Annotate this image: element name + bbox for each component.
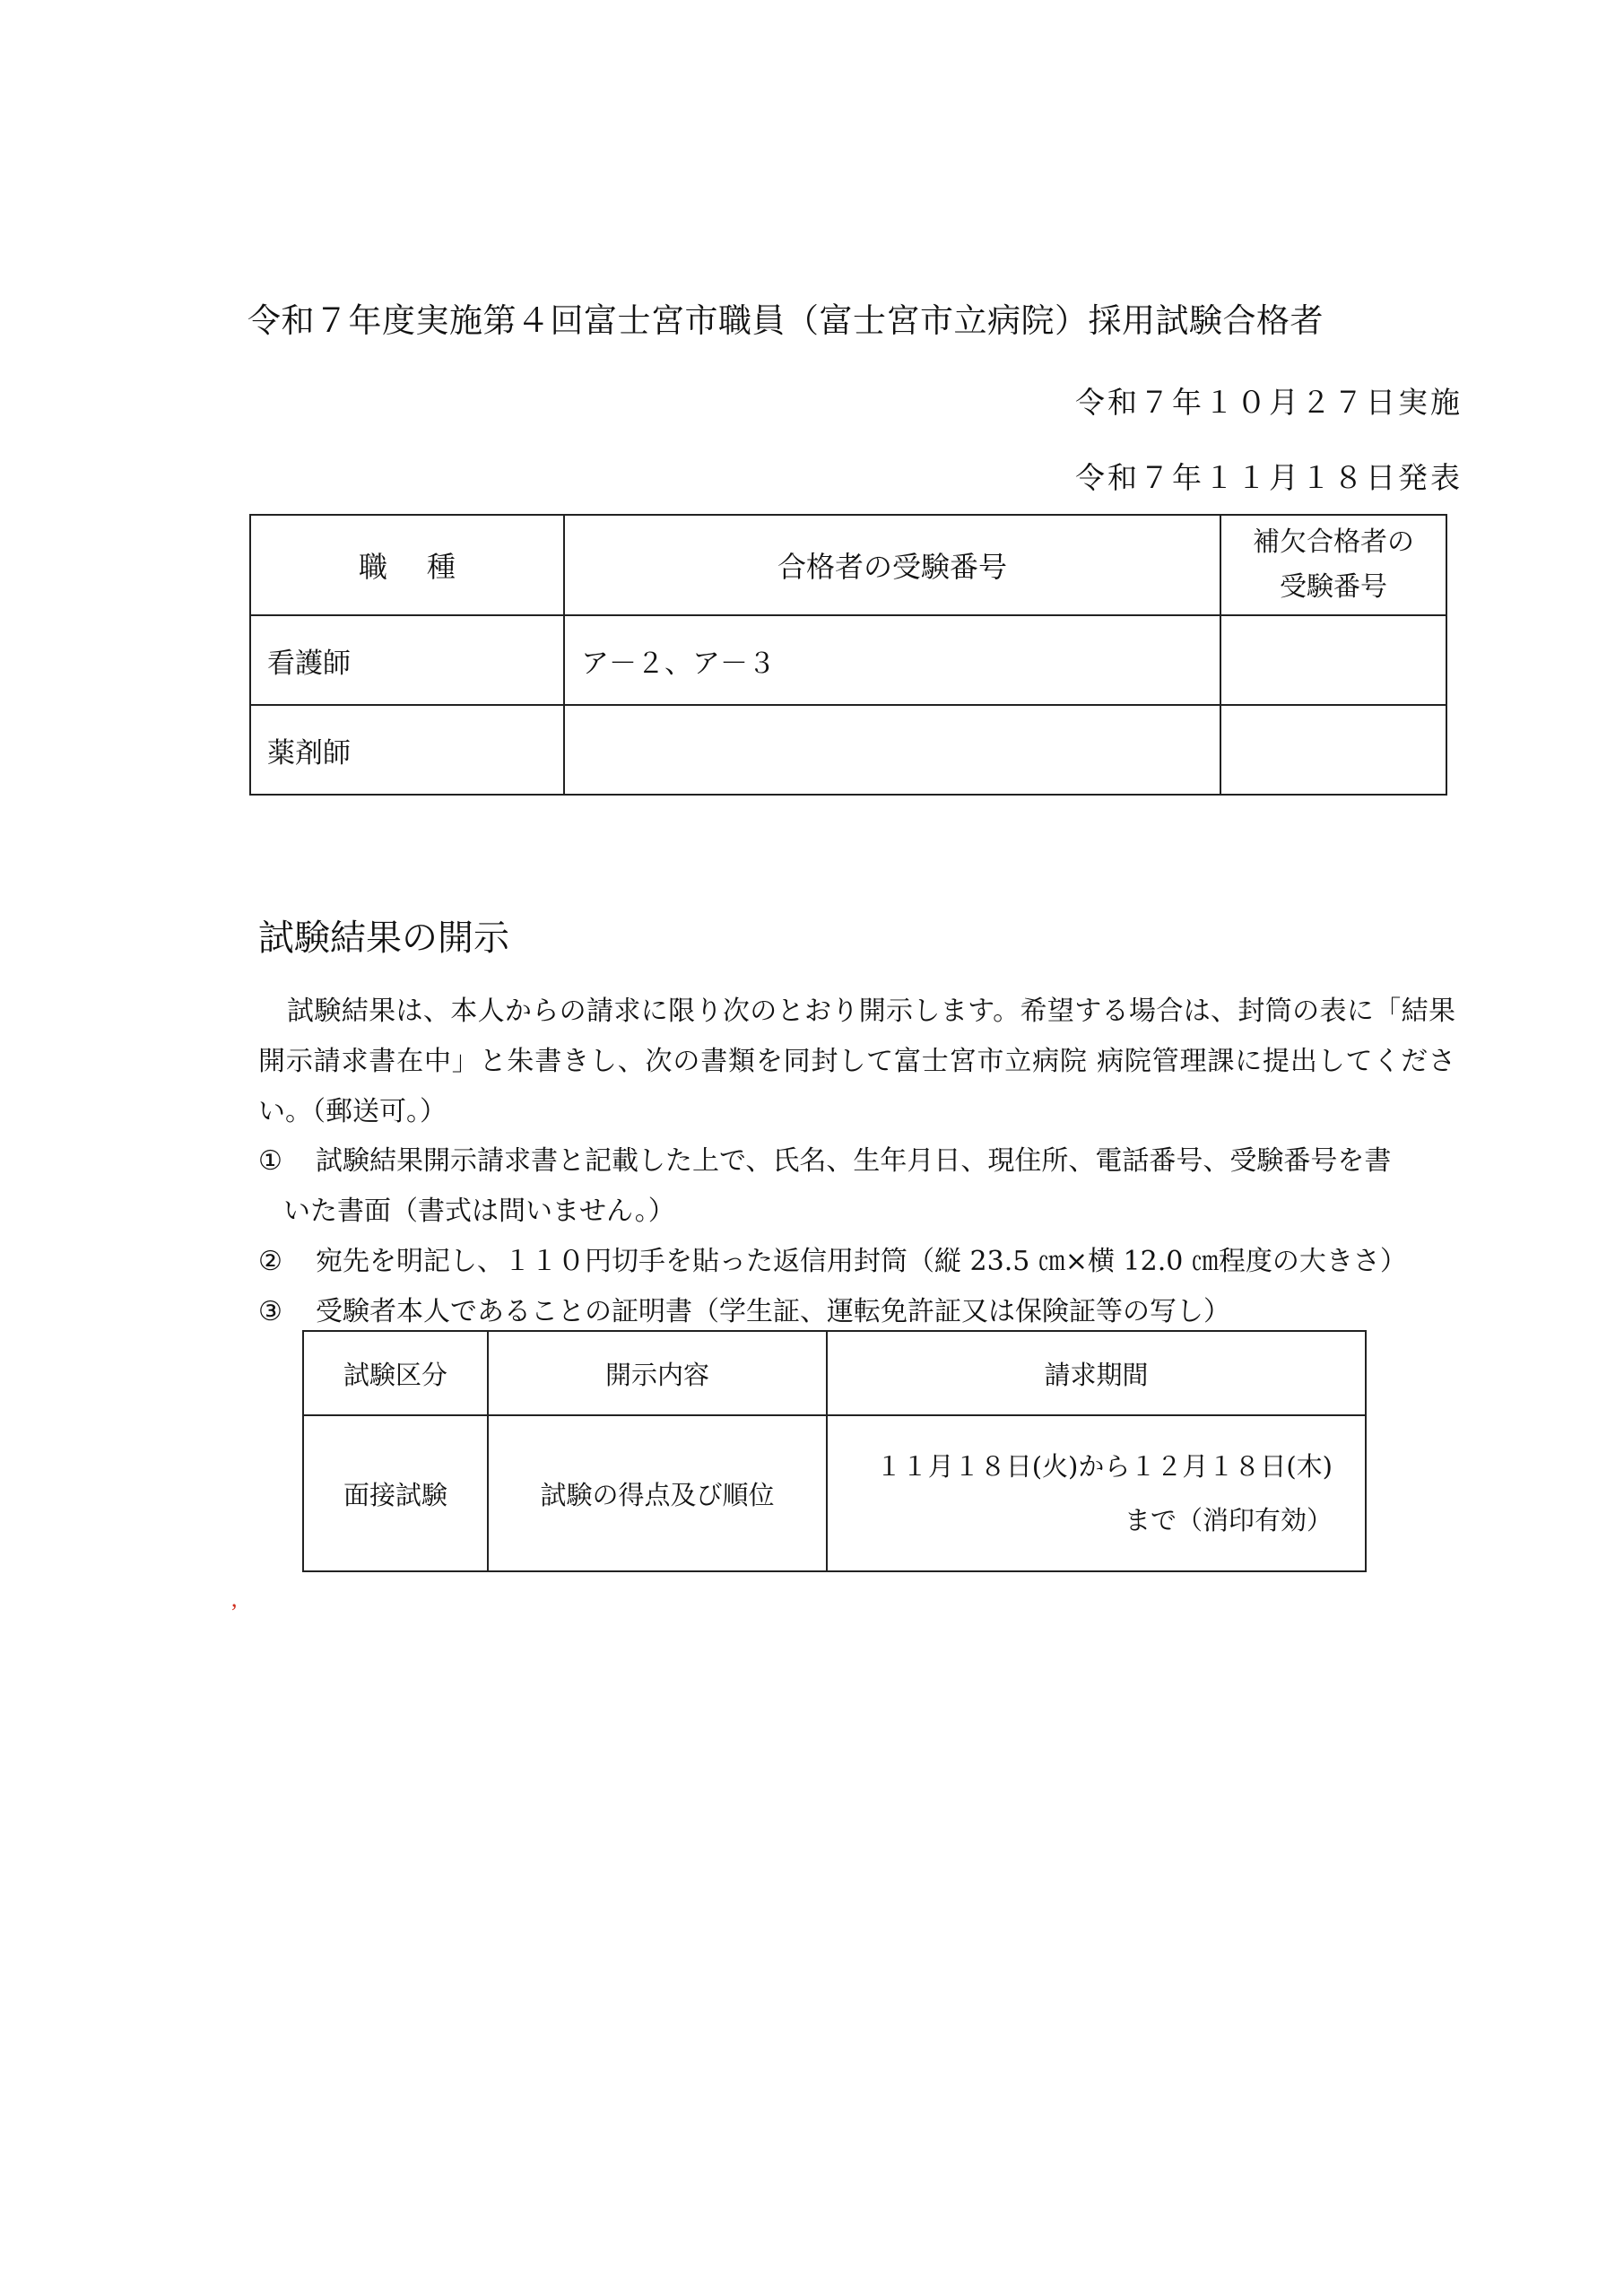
table-row: [250, 705, 1446, 795]
content-cell: 試験の得点及び順位: [488, 1415, 827, 1571]
disclosure-table-header-row: [303, 1331, 1366, 1415]
passer-numbers-cell: [564, 705, 1220, 795]
document-title: 令和７年度実施第４回富士宮市職員（富士宮市立病院）採用試験合格者: [248, 301, 1324, 340]
stray-mark: ,: [231, 1586, 238, 1612]
list-item-text-line2: いた書面（書式は問いません。）: [283, 1196, 675, 1227]
job-type-header: 職種: [250, 515, 564, 615]
table-row: [250, 615, 1446, 705]
supplementary-header: [1220, 515, 1446, 615]
passer-numbers-header: 合格者の受験番号: [564, 515, 1220, 615]
list-item: [258, 1136, 1455, 1237]
disclosure-heading: 試験結果の開示: [258, 918, 509, 959]
supplementary-header-line2: 受験番号: [1280, 571, 1387, 603]
period-header: 請求期間: [827, 1331, 1366, 1415]
period-line2: まで（消印有効）: [1124, 1505, 1333, 1535]
category-header: 試験区分: [303, 1331, 488, 1415]
list-item-text-line1: 試験結果開示請求書と記載した上で、氏名、生年月日、現住所、電話番号、受験番号を書: [316, 1145, 1392, 1177]
supplementary-header-line1: 補欠合格者の: [1253, 526, 1414, 558]
list-marker: ①: [258, 1145, 282, 1177]
disclosure-body: 試験結果は、本人からの請求に限り次のとおり開示します。希望する場合は、封筒の表に「結果開示請求書在中」と朱書きし、次の書類を同封して富士宮市立病院 病院管理課に提出してください。（郵送可。）: [258, 996, 1455, 1127]
supplementary-cell: [1220, 705, 1446, 795]
list-item-text-line1: 受験者本人であることの証明書（学生証、運転免許証又は保険証等の写し）: [316, 1296, 1230, 1327]
list-marker: ③: [258, 1296, 282, 1327]
period-line1: １１月１８日(火)から１２月１８日(木): [875, 1451, 1333, 1482]
list-item: [258, 1237, 1455, 1287]
passer-table: [249, 514, 1447, 796]
content-header: 開示内容: [488, 1331, 827, 1415]
list-item-text-line1: 宛先を明記し、１１０円切手を貼った返信用封筒（縦 23.5 ㎝×横 12.0 ㎝程度の大きさ）: [316, 1246, 1407, 1277]
disclosure-table: [302, 1330, 1367, 1572]
exam-date: 令和７年１０月２７日実施: [1075, 385, 1463, 420]
job-type-cell: 薬剤師: [250, 705, 564, 795]
announcement-date: 令和７年１１月１８日発表: [1075, 460, 1463, 495]
category-cell: 面接試験: [303, 1415, 488, 1571]
passer-numbers-cell: ア－２、ア－３: [564, 615, 1220, 705]
job-type-cell: 看護師: [250, 615, 564, 705]
table-row: [303, 1415, 1366, 1571]
list-marker: ②: [258, 1246, 282, 1277]
period-cell: [827, 1415, 1366, 1571]
supplementary-cell: [1220, 615, 1446, 705]
passer-table-header-row: [250, 515, 1446, 615]
